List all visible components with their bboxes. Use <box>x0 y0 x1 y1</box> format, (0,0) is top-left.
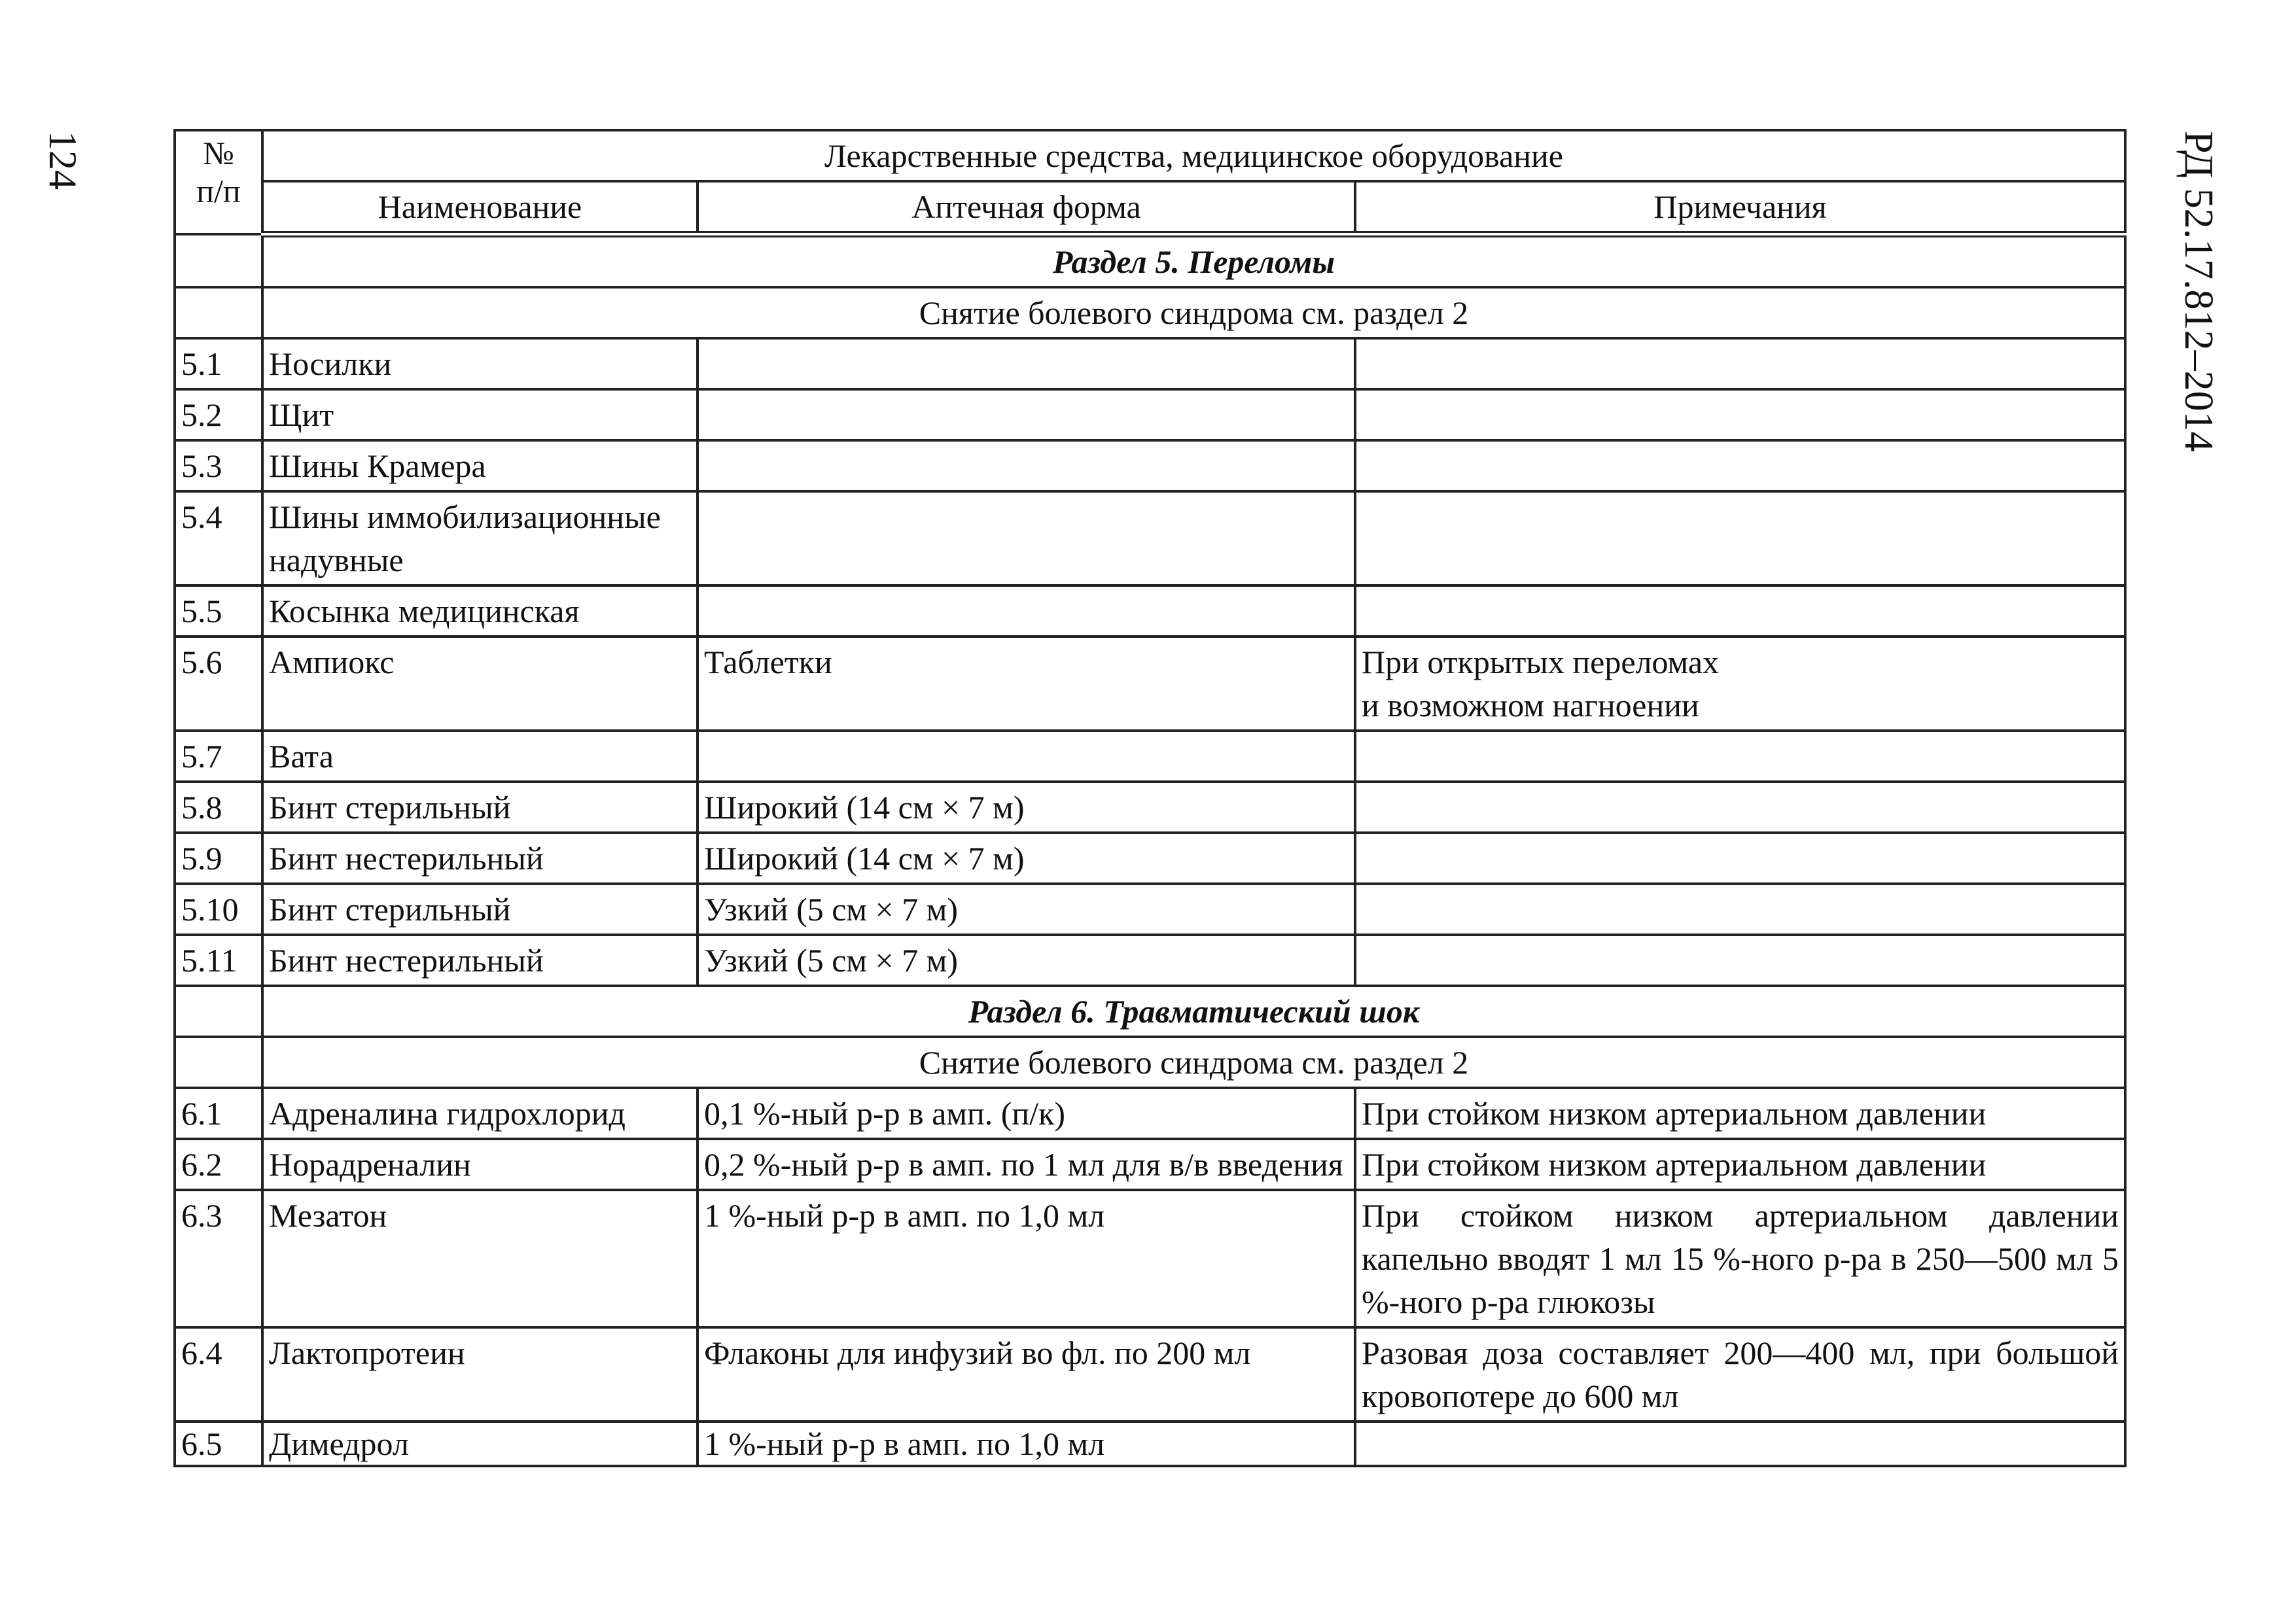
cell-form: 0,2 %-ный р-р в амп. по 1 мл для в/в введения <box>698 1139 1355 1190</box>
section-title-num-cell <box>175 986 262 1037</box>
cell-form <box>698 440 1355 491</box>
header-notes: Примечания <box>1355 181 2125 234</box>
cell-name: Шины иммобилизационные надувные <box>262 491 698 585</box>
cell-notes <box>1355 338 2125 389</box>
cell-form: 1 %-ный р-р в амп. по 1,0 мл <box>698 1190 1355 1327</box>
table-row <box>175 1190 2125 1327</box>
cell-name: Лактопротеин <box>262 1327 698 1422</box>
cell-name: Косынка медицинская <box>262 585 698 637</box>
table-row <box>175 338 2125 389</box>
cell-num: 5.4 <box>175 491 262 585</box>
table-row <box>175 782 2125 833</box>
header-num: № п/п <box>175 130 262 234</box>
cell-name: Бинт нестерильный <box>262 833 698 884</box>
cell-form <box>698 389 1355 440</box>
section-subtitle: Снятие болевого синдрома см. раздел 2 <box>262 1037 2125 1088</box>
cell-form: Узкий (5 см × 7 м) <box>698 935 1355 986</box>
section-title-num-cell <box>175 234 262 287</box>
cell-form: 0,1 %-ный р-р в амп. (п/к) <box>698 1088 1355 1139</box>
cell-name: Бинт стерильный <box>262 782 698 833</box>
cell-form: Широкий (14 см × 7 м) <box>698 833 1355 884</box>
cell-form: Узкий (5 см × 7 м) <box>698 884 1355 935</box>
cell-name: Щит <box>262 389 698 440</box>
cell-num: 5.1 <box>175 338 262 389</box>
equipment-table <box>173 129 2127 1467</box>
cell-num: 6.4 <box>175 1327 262 1422</box>
cell-num: 5.3 <box>175 440 262 491</box>
header-name: Наименование <box>262 181 698 234</box>
section-subtitle-row <box>175 1037 2125 1088</box>
cell-notes <box>1355 1422 2125 1466</box>
cell-name: Мезатон <box>262 1190 698 1327</box>
section-subtitle-row <box>175 287 2125 338</box>
cell-notes <box>1355 782 2125 833</box>
cell-name: Бинт стерильный <box>262 884 698 935</box>
cell-num: 6.2 <box>175 1139 262 1190</box>
table-row <box>175 389 2125 440</box>
cell-name: Димедрол <box>262 1422 698 1466</box>
section-title-row <box>175 234 2125 287</box>
table-row <box>175 637 2125 731</box>
cell-num: 5.8 <box>175 782 262 833</box>
cell-num: 5.11 <box>175 935 262 986</box>
section-subtitle: Снятие болевого синдрома см. раздел 2 <box>262 287 2125 338</box>
cell-notes <box>1355 935 2125 986</box>
cell-form: Широкий (14 см × 7 м) <box>698 782 1355 833</box>
cell-notes: При стойком низком артериальном давлении <box>1355 1088 2125 1139</box>
table-row <box>175 833 2125 884</box>
table-row <box>175 585 2125 637</box>
header-group: Лекарственные средства, медицинское оборудование <box>262 130 2125 181</box>
section-subtitle-num-cell <box>175 1037 262 1088</box>
cell-name: Бинт нестерильный <box>262 935 698 986</box>
table-row <box>175 440 2125 491</box>
cell-name: Ампиокс <box>262 637 698 731</box>
table-row <box>175 1139 2125 1190</box>
document-code: РД 52.17.812–2014 <box>2176 131 2221 452</box>
cell-num: 5.2 <box>175 389 262 440</box>
cell-num: 6.3 <box>175 1190 262 1327</box>
cell-notes <box>1355 585 2125 637</box>
cell-form <box>698 338 1355 389</box>
cell-num: 5.10 <box>175 884 262 935</box>
cell-form: Таблетки <box>698 637 1355 731</box>
cell-notes <box>1355 833 2125 884</box>
header-form: Аптечная форма <box>698 181 1355 234</box>
table-row <box>175 1422 2125 1466</box>
cell-form <box>698 585 1355 637</box>
table-row <box>175 1327 2125 1422</box>
cell-name: Адреналина гидрохлорид <box>262 1088 698 1139</box>
cell-form: Флаконы для инфузий во фл. по 200 мл <box>698 1327 1355 1422</box>
cell-name: Норадреналин <box>262 1139 698 1190</box>
cell-num: 5.9 <box>175 833 262 884</box>
cell-num: 6.5 <box>175 1422 262 1466</box>
cell-notes <box>1355 491 2125 585</box>
cell-notes: Разовая доза составляет 200—400 мл, при большой кровопотере до 600 мл <box>1355 1327 2125 1422</box>
cell-num: 5.6 <box>175 637 262 731</box>
table-row <box>175 491 2125 585</box>
cell-notes <box>1355 440 2125 491</box>
cell-notes <box>1355 884 2125 935</box>
cell-notes: При открытых переломах и возможном нагноении <box>1355 637 2125 731</box>
cell-num: 6.1 <box>175 1088 262 1139</box>
section-subtitle-num-cell <box>175 287 262 338</box>
table-row <box>175 935 2125 986</box>
cell-num: 5.7 <box>175 731 262 782</box>
section-title: Раздел 6. Травматический шок <box>262 986 2125 1037</box>
cell-notes <box>1355 389 2125 440</box>
table-row <box>175 731 2125 782</box>
section-title-row <box>175 986 2125 1037</box>
cell-name: Шины Крамера <box>262 440 698 491</box>
cell-name: Вата <box>262 731 698 782</box>
cell-notes <box>1355 731 2125 782</box>
cell-form <box>698 491 1355 585</box>
section-title: Раздел 5. Переломы <box>262 234 2125 287</box>
cell-form <box>698 731 1355 782</box>
cell-notes: При стойком низком артериальном давлении <box>1355 1139 2125 1190</box>
cell-name: Носилки <box>262 338 698 389</box>
page-number: 124 <box>41 131 84 190</box>
cell-num: 5.5 <box>175 585 262 637</box>
cell-notes: При стойком низком артериальном давлении капельно вводят 1 мл 15 %-ного р-ра в 250—500 мл 5 %-ного р-ра глюкозы <box>1355 1190 2125 1327</box>
cell-form: 1 %-ный р-р в амп. по 1,0 мл <box>698 1422 1355 1466</box>
table-row <box>175 884 2125 935</box>
table-row <box>175 1088 2125 1139</box>
